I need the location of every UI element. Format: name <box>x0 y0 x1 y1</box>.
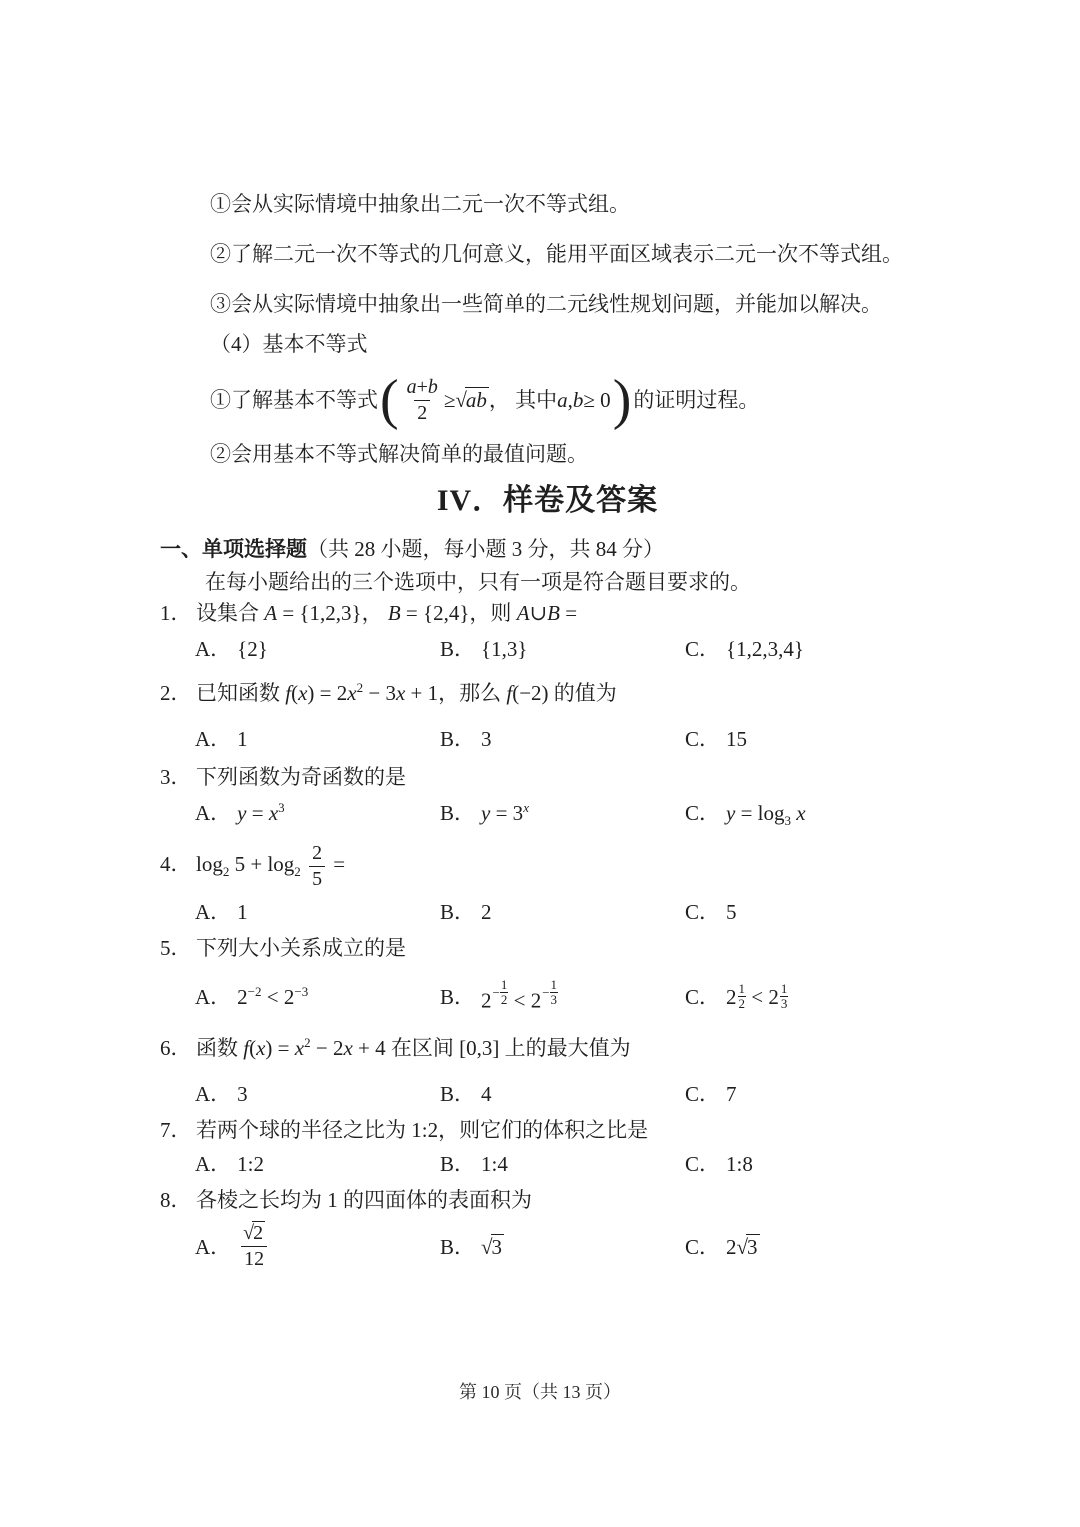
question-number: 3． <box>160 765 192 789</box>
question-stem: 若两个球的半径之比为 1:2，则它们的体积之比是 <box>196 1117 649 1142</box>
option-c: C． {1,2,3,4} <box>685 637 804 661</box>
question-stem: 设集合 A = {1,2,3}， B = {2,4}，则 A∪B = <box>196 601 578 625</box>
option-c: C． 15 <box>685 727 748 751</box>
option-a: A． {2} <box>195 637 268 661</box>
question-5 <box>160 933 935 1023</box>
options-row <box>160 1079 935 1109</box>
option-b: B． 1:4 <box>440 1151 508 1176</box>
options-row <box>160 971 935 1023</box>
options-row <box>160 1217 935 1277</box>
option-a: A． $2^{-2} < 2^{-3}$ <box>195 983 309 1009</box>
question-1 <box>160 598 935 664</box>
instruction-text: 在每小题给出的三个选项中，只有一项是符合题目要求的。 <box>205 570 751 594</box>
option-c: C． 7 <box>685 1081 737 1106</box>
option-b: B． 3 <box>440 727 492 751</box>
syllabus-section <box>160 190 935 468</box>
question-stem: 下列函数为奇函数的是 <box>196 765 406 789</box>
options-row <box>160 1149 935 1179</box>
option-b: B． 2− 1 2 < 2− 1 3 <box>440 977 558 1013</box>
syllabus-item-5: ②会用基本不等式解决简单的最值问题。 <box>210 442 588 466</box>
option-c: C． 2√3 <box>685 1234 758 1259</box>
question-number: 4． <box>160 852 192 877</box>
option-c: C． 1:8 <box>685 1151 753 1176</box>
question-stem: 函数 $f(x) = x^2 - 2x + 4$ 在区间 [0,3] 上的最大值为 <box>196 1034 631 1060</box>
option-a: A． 3 <box>195 1081 248 1106</box>
section-iv-title: IV．样卷及答案 <box>436 484 659 517</box>
option-b: B． 2 <box>440 899 492 924</box>
syllabus-item-2: ②了解二元一次不等式的几何意义，能用平面区域表示二元一次不等式组。 <box>210 242 903 266</box>
option-a: A． 1 <box>195 727 248 751</box>
question-number: 7． <box>160 1117 192 1142</box>
question-2 <box>160 678 935 754</box>
option-b: B． 4 <box>440 1081 492 1106</box>
options-row <box>160 724 935 754</box>
question-type-heading <box>160 534 935 564</box>
question-3 <box>160 762 935 828</box>
option-a: A． 1 <box>195 899 248 924</box>
question-6 <box>160 1033 935 1109</box>
option-b: B． √3 <box>440 1234 503 1259</box>
option-c: C． 2 1 2 < 2 1 3 <box>685 980 788 1011</box>
syllabus-item-4: （4）基本不等式 <box>210 332 368 356</box>
question-8 <box>160 1185 935 1277</box>
option-c: C． $y = \log_3 x$ <box>685 801 806 829</box>
question-type-label: 一、单项选择题 <box>160 537 307 561</box>
syllabus-item-3: ③会从实际情境中抽象出一些简单的二元线性规划问题，并能加以解决。 <box>210 292 882 316</box>
question-4 <box>160 842 935 927</box>
option-a: A． $y = x^3$ <box>195 800 285 825</box>
option-c: C． 5 <box>685 899 737 924</box>
question-number: 5． <box>160 935 192 960</box>
options-row <box>160 634 935 664</box>
page-footer: 第 10 页（共 13 页） <box>459 1382 621 1402</box>
options-row <box>160 798 935 828</box>
option-a: A． $\frac{√2}{12}$ <box>195 1222 440 1271</box>
option-a: A． 1:2 <box>195 1151 265 1176</box>
syllabus-item-1: ①会从实际情境中抽象出二元一次不等式组。 <box>210 192 630 216</box>
question-stem: 各棱之长均为 1 的四面体的表面积为 <box>196 1187 532 1212</box>
page-content <box>160 190 935 1277</box>
option-b: B． $y = 3^x$ <box>440 800 529 825</box>
question-stem: 下列大小关系成立的是 <box>196 935 406 960</box>
question-number: 2． <box>160 681 192 705</box>
question-number: 6． <box>160 1035 192 1060</box>
question-stem: 已知函数 $f(x) = 2x^2 - 3x + 1$，那么 f(−2) 的值为 <box>196 680 617 705</box>
question-stem: $\log_2 5 + \log_2$ $\frac{2}{5}$ = <box>196 842 346 890</box>
question-number: 1． <box>160 601 192 625</box>
question-7 <box>160 1115 935 1179</box>
question-number: 8． <box>160 1187 192 1212</box>
option-b: B． {1,3} <box>440 637 528 661</box>
question-type-detail: （共 28 小题，每小题 3 分，共 84 分） <box>307 537 664 561</box>
basic-inequality-formula: ①了解基本不等式 ( $\frac{a+b}{2}$ ≥ √ab ， 其中 a , b ≥ 0 ) 的证明过程。 <box>210 369 760 431</box>
options-row <box>160 897 935 927</box>
